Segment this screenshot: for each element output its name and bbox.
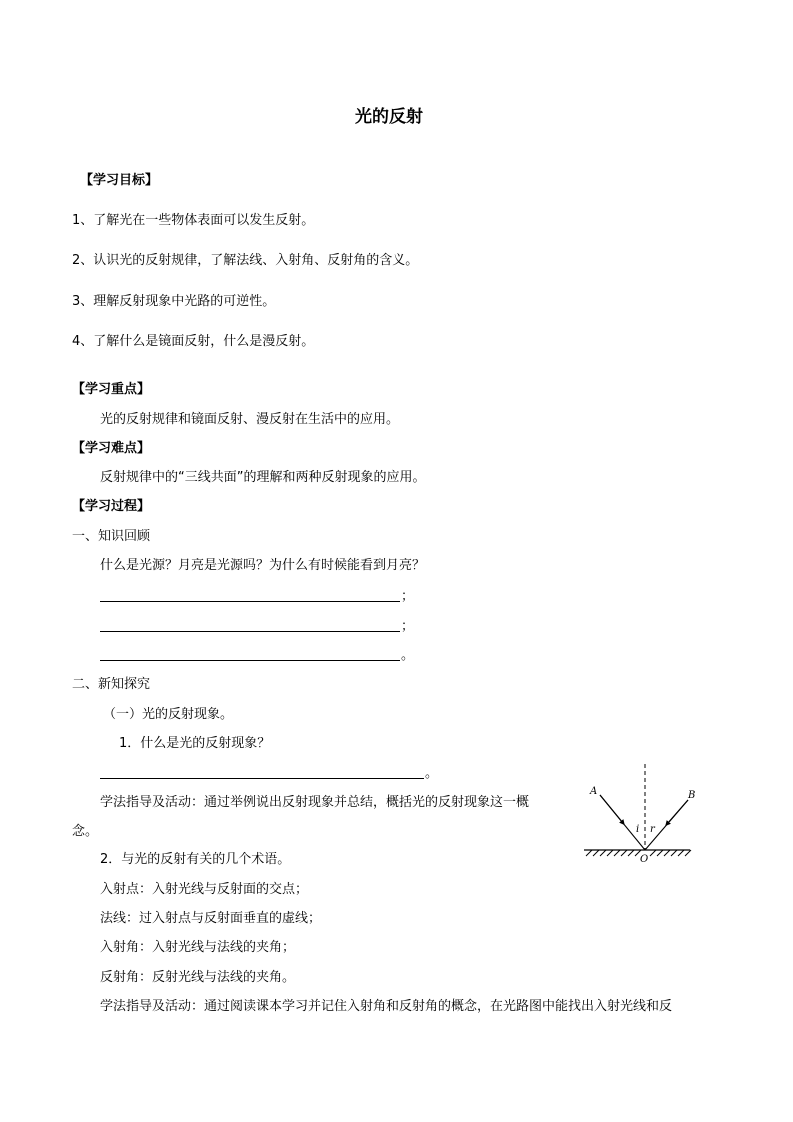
label-o: O — [640, 854, 649, 865]
difficulties-heading: 【学习难点】 — [72, 441, 151, 456]
label-a: A — [590, 786, 598, 797]
term-incident-point: 入射点：入射光线与反射面的交点； — [100, 882, 309, 897]
objective-item-2: 2、认识光的反射规律，了解法线、入射角、反射角的含义。 — [72, 253, 419, 268]
answer-line-4-end: 。 — [425, 766, 439, 781]
objective-item-3: 3、理解反射现象中光路的可逆性。 — [72, 294, 276, 309]
label-r: r — [650, 824, 655, 835]
answer-line-3[interactable] — [100, 660, 400, 661]
explore-question-2: 2．与光的反射有关的几个术语。 — [100, 852, 291, 867]
explore-heading: 二、新知探究 — [72, 677, 151, 692]
key-points-text: 光的反射规律和镜面反射、漫反射在生活中的应用。 — [100, 412, 400, 427]
label-b: B — [688, 790, 696, 801]
objective-item-1: 1、了解光在一些物体表面可以发生反射。 — [72, 213, 315, 228]
term-reflection-angle: 反射角：反射光线与法线的夹角。 — [100, 970, 296, 985]
page-title: 光的反射 — [355, 107, 423, 127]
review-heading: 一、知识回顾 — [72, 529, 151, 544]
review-question: 什么是光源？月亮是光源吗？为什么有时候能看到月亮？ — [100, 558, 426, 573]
label-i: i — [636, 824, 640, 835]
method-guide-1-line-2: 念。 — [72, 824, 99, 839]
answer-line-1[interactable] — [100, 601, 400, 602]
answer-line-4[interactable] — [100, 778, 424, 779]
reflection-diagram — [578, 762, 698, 870]
answer-line-2-end: ； — [401, 619, 415, 634]
mirror-hatching — [586, 850, 691, 856]
method-guide-2: 学法指导及活动：通过阅读课本学习并记住入射角和反射角的概念，在光路图中能找出入射光线和反 — [100, 999, 673, 1014]
ray-b-arrow — [667, 800, 688, 824]
ray-a-arrow — [600, 795, 623, 823]
objective-item-4: 4、了解什么是镜面反射，什么是漫反射。 — [72, 334, 315, 349]
difficulties-text: 反射规律中的“三线共面”的理解和两种反射现象的应用。 — [100, 470, 426, 485]
answer-line-3-end: 。 — [401, 648, 415, 663]
process-heading: 【学习过程】 — [72, 499, 151, 514]
key-points-heading: 【学习重点】 — [72, 382, 151, 397]
term-normal: 法线：过入射点与反射面垂直的虚线； — [100, 911, 322, 926]
method-guide-1-line-1: 学法指导及活动：通过举例说出反射现象并总结，概括光的反射现象这一概 — [100, 795, 530, 810]
explore-subheading: （一）光的反射现象。 — [103, 707, 234, 722]
objectives-heading: 【学习目标】 — [80, 173, 159, 188]
term-incident-angle: 入射角：入射光线与法线的夹角； — [100, 940, 296, 955]
answer-line-1-end: ； — [401, 589, 415, 604]
explore-question-1: 1．什么是光的反射现象？ — [119, 736, 271, 751]
answer-line-2[interactable] — [100, 631, 400, 632]
